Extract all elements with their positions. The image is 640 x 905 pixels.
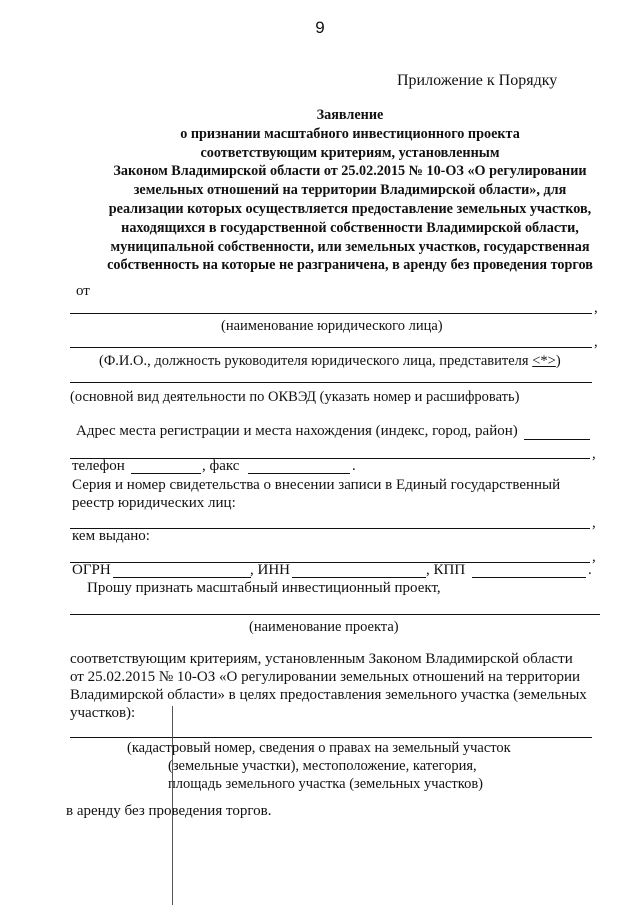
title-line: Заявление (316, 107, 384, 123)
kpp-field[interactable] (472, 577, 586, 578)
cert-text-2: реестр юридических лиц: (72, 495, 236, 511)
phone-label: телефон (72, 458, 125, 474)
head-caption-text: (Ф.И.О., должность руководителя юридического лица, представителя (99, 353, 529, 369)
project-caption: (наименование проекта) (249, 619, 399, 635)
ogrn-label: ОГРН (72, 562, 111, 578)
land-caption: (кадастровый номер, сведения о правах на земельный участок (127, 740, 511, 756)
land-plot-field[interactable] (70, 737, 592, 738)
scan-artifact-line (172, 706, 173, 905)
inn-field[interactable] (292, 577, 426, 578)
org-name-caption: (наименование юридического лица) (221, 318, 443, 334)
issued-by-field[interactable] (70, 562, 590, 563)
okved-caption: (основной вид деятельности по ОКВЭД (указать номер и расшифровать) (70, 389, 520, 405)
land-caption: площадь земельного участка (земельных участков) (168, 776, 484, 792)
request-text: Прошу признать масштабный инвестиционный проект, (87, 580, 441, 596)
page-number: 9 (315, 18, 325, 37)
org-name-field[interactable] (70, 313, 592, 314)
from-label: от (76, 283, 90, 299)
title-line: муниципальной собственности, или земельных участков, государственная (110, 238, 590, 255)
footnote-link[interactable]: <*> (532, 353, 556, 369)
cert-text: Серия и номер свидетельства о внесении записи в Единый государственный (72, 477, 561, 493)
address-label: Адрес места регистрации и места нахождения (индекс, город, район) (76, 423, 518, 439)
title-line: реализации которых осуществляется предоставление земельных участков, (108, 200, 592, 217)
fax-label: , факс (202, 458, 240, 474)
title-line: находящихся в государственной собственности Владимирской области, (121, 219, 579, 236)
phone-field[interactable] (131, 473, 201, 474)
issued-by-label: кем выдано: (72, 528, 150, 544)
criteria-text: участков): (70, 705, 136, 721)
ogrn-field[interactable] (113, 577, 251, 578)
inn-label: , ИНН (250, 562, 290, 578)
closing-text: в аренду без проведения торгов. (66, 803, 272, 819)
okved-field[interactable] (70, 382, 592, 383)
land-caption: (земельные участки), местоположение, категория, (168, 758, 477, 774)
fax-field[interactable] (248, 473, 350, 474)
document-title (60, 106, 640, 275)
kpp-label: , КПП (426, 562, 466, 578)
criteria-text: Владимирской области» в целях предоставления земельного участка (земельных (70, 687, 587, 703)
appendix-label: Приложение к Порядку (397, 72, 558, 89)
head-caption: (Ф.И.О., должность руководителя юридического лица, представителя <*>) (99, 353, 561, 369)
address-field-inline[interactable] (524, 439, 590, 440)
address-field[interactable] (70, 458, 590, 459)
project-name-field[interactable] (70, 614, 600, 615)
title-line: соответствующим критериям, установленным (200, 144, 500, 161)
head-name-field[interactable] (70, 347, 592, 348)
criteria-text: от 25.02.2015 № 10-ОЗ «О регулировании земельных отношений на территории (70, 669, 581, 685)
title-line: о признании масштабного инвестиционного проекта (180, 125, 520, 142)
title-line: Законом Владимирской области от 25.02.2015 № 10-ОЗ «О регулировании (113, 163, 587, 180)
title-line: земельных отношений на территории Владимирской области», для (133, 182, 567, 199)
criteria-text: соответствующим критериям, установленным Законом Владимирской области (70, 651, 573, 667)
title-line: собственность на которые не разграничена, в аренду без проведения торгов (107, 257, 593, 274)
